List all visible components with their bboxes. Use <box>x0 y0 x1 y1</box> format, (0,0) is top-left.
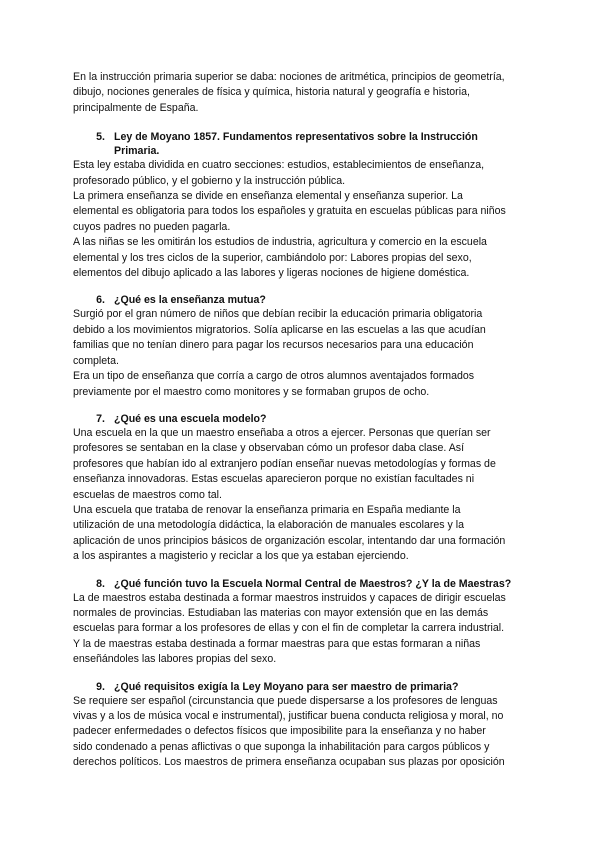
text-line: dibujo, nociones generales de física y química, historia natural y geografía e historia, <box>73 86 470 99</box>
section-number: 6. <box>96 294 105 307</box>
section-paragraph <box>73 369 530 400</box>
text-line: La de maestros estaba destinada a formar maestros instruidos y capaces de dirigir escuelas <box>73 591 506 604</box>
text-line: normales de provincias. Estudiaban las materias con mayor extensión que en las demás <box>73 606 489 619</box>
text-line: enseñanza innovadoras. Estas escuelas aparecieron porque no existían facultades ni <box>73 473 475 486</box>
section-paragraph <box>73 307 530 369</box>
text-line: Una escuela en la que un maestro enseñaba a otros a ejercer. Personas que querían ser <box>73 426 491 439</box>
text-line: completa. <box>73 354 119 367</box>
section-heading <box>73 130 530 158</box>
text-line: escuelas de maestros como tal. <box>73 488 222 501</box>
text-line: profesorado público, y el gobierno y la instrucción pública. <box>73 174 346 187</box>
text-line: elemental y los tres ciclos de la superior, cambiándolo por: Labores propias del sexo, <box>73 251 472 264</box>
text-line: sido condenado a penas aflictivas o que suponga la inhabilitación para cargos públicos y <box>73 740 490 753</box>
section-paragraph <box>73 189 530 235</box>
text-line: vivas y a los de música vocal e instrumental), justificar buena conducta religiosa y moral, no <box>73 710 504 722</box>
text-line: La primera enseñanza se divide en enseñanza elemental y enseñanza superior. La <box>73 190 463 203</box>
section-title <box>114 680 530 694</box>
title-line: Ley de Moyano 1857. Fundamentos representativos sobre la Instrucción <box>114 131 478 144</box>
text-line: escuelas para formar a los profesores de ellas y con el fin de completar la carrera industrial. <box>73 622 505 635</box>
section-number: 7. <box>96 412 105 425</box>
section-heading <box>73 293 530 307</box>
section-number: 5. <box>96 131 105 144</box>
section-9 <box>73 680 530 771</box>
text-line: aplicación de unos principios básicos de organización escolar, intentando dar una formación <box>73 534 506 547</box>
text-line: Esta ley estaba dividida en cuatro secciones: estudios, establecimientos de enseñanza, <box>73 159 485 172</box>
section-title <box>114 130 530 158</box>
section-title <box>114 577 530 591</box>
title-line: ¿Qué es una escuela modelo? <box>114 412 267 425</box>
text-line: derechos políticos. Los maestros de primera enseñanza ocupaban sus plazas por oposición <box>73 756 505 769</box>
section-paragraph <box>73 503 530 565</box>
section-title <box>114 412 530 426</box>
text-line: utilización de una metodología didáctica, la elaboración de manuales escolares y la <box>73 519 465 532</box>
section-paragraph <box>73 235 530 281</box>
text-line: a los aspirantes a magisterio y reciclar a los que ya estaban ejerciendo. <box>73 550 409 563</box>
title-line: ¿Qué requisitos exigía la Ley Moyano para ser maestro de primaria? <box>114 680 459 693</box>
section-5 <box>73 130 530 281</box>
section-paragraph <box>73 426 530 503</box>
intro-paragraph <box>73 70 530 116</box>
section-paragraph <box>73 694 530 771</box>
text-line: padecer enfermedades o defectos físicos que imposibilite para la enseñanza y no haber <box>73 725 486 738</box>
text-line: Y la de maestras estaba destinada a formar maestras para que estas formaran a niñas <box>73 637 481 650</box>
text-line: Una escuela que trataba de renovar la enseñanza primaria en España mediante la <box>73 503 461 516</box>
section-paragraph <box>73 591 530 668</box>
text-line: En la instrucción primaria superior se daba: nociones de aritmética, principios de geometría, <box>73 71 505 83</box>
section-6 <box>73 293 530 399</box>
text-line: Se requiere ser español (circunstancia que puede dispersarse a los profesores de lenguas <box>73 694 498 707</box>
text-line: previamente por el maestro como monitores y se formaban grupos de ocho. <box>73 385 430 398</box>
title-line: ¿Qué función tuvo la Escuela Normal Central de Maestros? ¿Y la de Maestras? <box>114 577 512 590</box>
section-heading <box>73 412 530 426</box>
section-7 <box>73 412 530 565</box>
text-line: Era un tipo de enseñanza que corría a cargo de otros alumnos aventajados formados <box>73 370 475 383</box>
section-number: 8. <box>96 577 105 590</box>
section-8 <box>73 577 530 668</box>
text-line: profesores que habían ido al extranjero podían enseñar nuevas metodologías y formas de <box>73 457 496 470</box>
text-line: Surgió por el gran número de niños que debían recibir la educación primaria obligatoria <box>73 308 483 321</box>
text-line: principalmente de España. <box>73 101 199 114</box>
title-line: ¿Qué es la enseñanza mutua? <box>114 294 266 307</box>
section-heading <box>73 577 530 591</box>
section-heading <box>73 680 530 694</box>
title-line: Primaria. <box>114 145 160 158</box>
text-line: A las niñas se les omitirán los estudios de industria, agricultura y comercio en la escuela <box>73 236 487 249</box>
text-line: familias que no tenían dinero para pagar los recursos necesarios para una educación <box>73 339 474 352</box>
text-line: debido a los movimientos migratorios. Solía aplicarse en las escuelas a las que acudían <box>73 323 486 336</box>
text-line: elementos del dibujo aplicado a las labores y ligeras nociones de higiene doméstica. <box>73 267 470 280</box>
text-line: profesores se sentaban en la clase y observaban cómo un profesor daba clase. Así <box>73 442 465 455</box>
section-title <box>114 293 530 307</box>
section-number: 9. <box>96 680 105 693</box>
section-paragraph <box>73 158 530 189</box>
text-line: cuyos padres no pueden pagarla. <box>73 220 231 233</box>
text-line: enseñándoles las labores propias del sexo. <box>73 653 277 666</box>
text-line: elemental es obligatoria para todos los españoles y gratuita en escuelas públicas para niños <box>73 205 506 218</box>
